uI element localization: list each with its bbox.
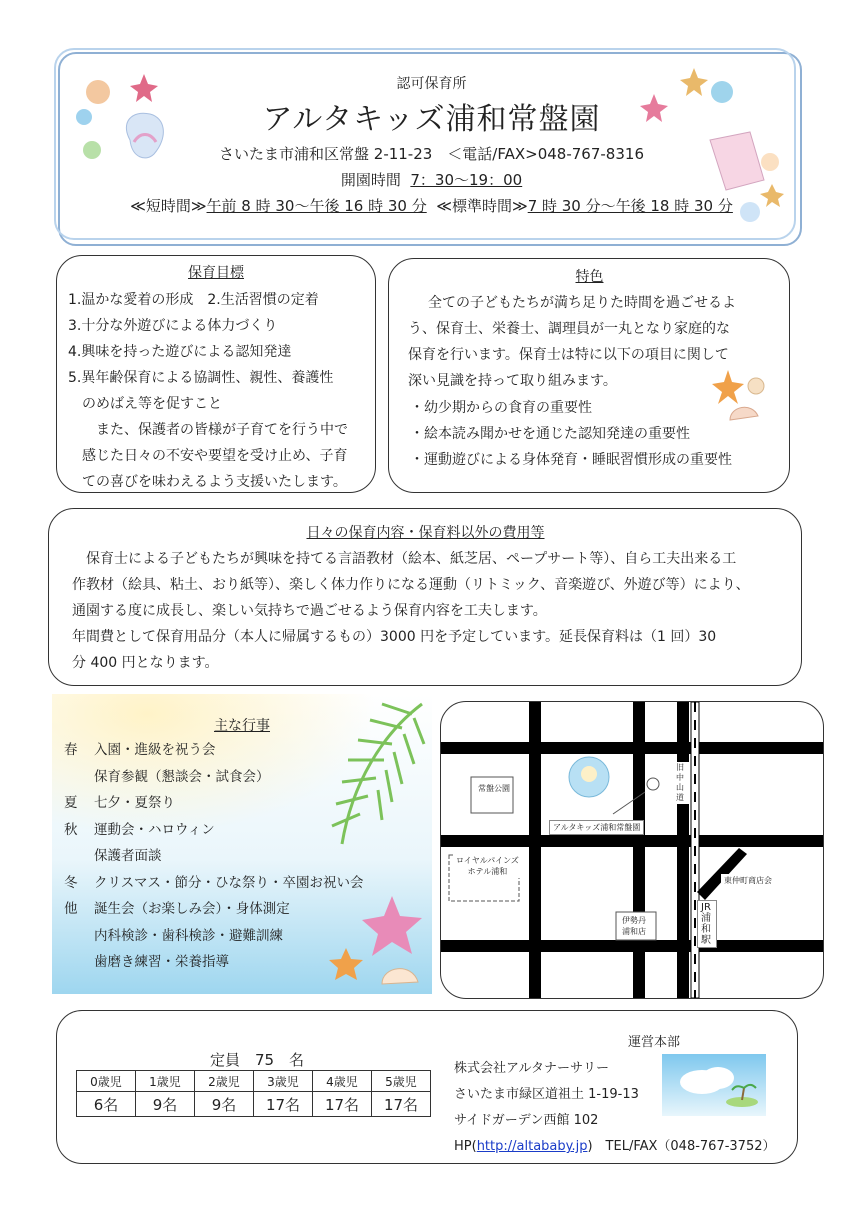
age-count: 9名 [136, 1092, 195, 1117]
goal-line: のめばえ等を促すこと [82, 396, 222, 412]
event-item: 冬 クリスマス・節分・ひな祭り・卒園お祝い会 [64, 874, 364, 891]
map-station-label: JR浦和駅 [697, 900, 717, 948]
goals-title: 保育目標 [188, 265, 244, 281]
age-header: 5歳児 [372, 1071, 431, 1092]
map-school-label: アルタキッズ浦和常盤園 [549, 820, 644, 835]
capacity-table [76, 1070, 431, 1117]
age-count: 17名 [254, 1092, 313, 1117]
goal-line: 5.異年齢保育による協調性、親性、養護性 [68, 370, 334, 386]
short-value: 午前 8 時 30～午後 16 時 30 分 [206, 197, 427, 215]
age-header: 1歳児 [136, 1071, 195, 1092]
map-road-label: 旧中山道 [673, 762, 689, 804]
daily-line: 保育士による子どもたちが興味を持てる言語教材（絵本、紙芝居、ペープサート等）、自ら工夫出来る工 [86, 551, 737, 567]
feature-line: 全ての子どもたちが満ち足りた時間を過ごせるよ [428, 295, 736, 311]
daily-line: 通園する度に成長し、楽しい気持ちで過ごせるよう保育内容を工夫します。 [72, 603, 547, 619]
event-item: 秋 運動会・ハロウィン [64, 821, 215, 838]
age-count: 6名 [77, 1092, 136, 1117]
map-hotel-label: ロイヤルパインズ ホテル浦和 [453, 854, 522, 878]
shell-decoration [708, 366, 772, 426]
map-shop-label: 東仲町商店会 [721, 874, 775, 887]
hq-address1: さいたま市緑区道祖土 1-19-13 [454, 1087, 639, 1102]
event-item: 保護者面談 [94, 848, 162, 864]
event-item: 保育参観（懇談会・試食会） [94, 768, 270, 785]
daily-line: 作教材（絵具、粘土、おり紙等）、楽しく体力作りになる運動（リトミック、音楽遊び、外遊び等）により、 [72, 577, 750, 593]
standard-label: ≪標準時間≫ [436, 197, 528, 215]
age-header: 3歳児 [254, 1071, 313, 1092]
feature-line: 保育を行います。保育士は特に以下の項目に関して [408, 347, 729, 363]
age-count: 17名 [372, 1092, 431, 1117]
map-park-label: 常盤公園 [475, 782, 511, 795]
event-item: 歯磨き練習・栄養指導 [94, 954, 229, 970]
goal-line: 感じた日々の不安や要望を受け止め、子育 [82, 448, 348, 464]
page-title: アルタキッズ浦和常盤園 [262, 102, 601, 137]
goal-line: 3.十分な外遊びによる体力づくり [68, 318, 278, 334]
goal-line: ての喜びを味わえるよう支援いたします。 [82, 474, 347, 490]
subtitle: 認可保育所 [396, 76, 467, 92]
event-item: 他 誕生会（お楽しみ会）・身体測定 [64, 901, 290, 917]
goal-line: 1.温かな愛着の形成 2.生活習慣の定着 [68, 292, 319, 308]
hq-title: 運営本部 [628, 1035, 681, 1050]
feature-item: ・絵本読み聞かせを通じた認知発達の重要性 [410, 426, 690, 442]
map-isetan-label: 伊勢丹 浦和店 [619, 914, 649, 938]
feature-line: 深い見識を持って取り組みます。 [408, 373, 617, 389]
events-list [64, 738, 363, 977]
events-title: 主な行事 [214, 718, 270, 734]
feature-item: ・幼少期からの食育の重要性 [410, 400, 592, 416]
time-categories [0, 195, 863, 216]
age-header: 2歳児 [195, 1071, 254, 1092]
address-line: さいたま市浦和区常盤 2-11-23 ＜電話/FAX>048-767-8316 [219, 145, 644, 163]
access-map [440, 701, 824, 999]
map-roads [441, 702, 823, 998]
age-header: 4歳児 [313, 1071, 372, 1092]
daily-line: 年間費として保育用品分（本人に帰属するもの）3000 円を予定しています。延長保育料は（1 回）30 [72, 629, 717, 645]
hq-contact: HP(http://altababy.jp) TEL/FAX（048-767-3752） [454, 1139, 776, 1154]
hq-address2: サイドガーデン西館 102 [454, 1113, 599, 1128]
features-title: 特色 [575, 269, 604, 285]
event-item: 春 入園・進級を祝う会 [64, 742, 216, 758]
feature-line: う、保育士、栄養士、調理員が一丸となり家庭的な [408, 321, 730, 337]
age-count: 9名 [195, 1092, 254, 1117]
hq-company: 株式会社アルタナーサリー [454, 1061, 609, 1076]
feature-item: ・運動遊びによる身体発育・睡眠習慣形成の重要性 [410, 452, 732, 468]
daily-title: 日々の保育内容・保育料以外の費用等 [306, 525, 545, 541]
goal-line: また、保護者の皆様が子育てを行う中で [96, 422, 348, 438]
standard-value: 7 時 30 分～午後 18 時 30 分 [527, 197, 733, 215]
island-illustration [662, 1054, 766, 1116]
hours-value: 7：30～19：00 [410, 171, 523, 189]
age-count: 17名 [313, 1092, 372, 1117]
daily-line: 分 400 円となります。 [72, 655, 219, 671]
event-item: 内科検診・歯科検診・避難訓練 [94, 927, 283, 944]
hours-line [0, 169, 863, 190]
short-label: ≪短時間≫ [130, 197, 207, 215]
hours-label: 開園時間 [340, 171, 401, 189]
capacity-title: 定員 75 名 [209, 1051, 305, 1069]
event-item: 夏 七夕・夏祭り [64, 795, 175, 811]
goal-line: 4.興味を持った遊びによる認知発達 [68, 344, 292, 360]
starfish-icon [712, 370, 744, 404]
age-header: 0歳児 [77, 1071, 136, 1092]
homepage-link[interactable]: http://altababy.jp [476, 1139, 588, 1154]
